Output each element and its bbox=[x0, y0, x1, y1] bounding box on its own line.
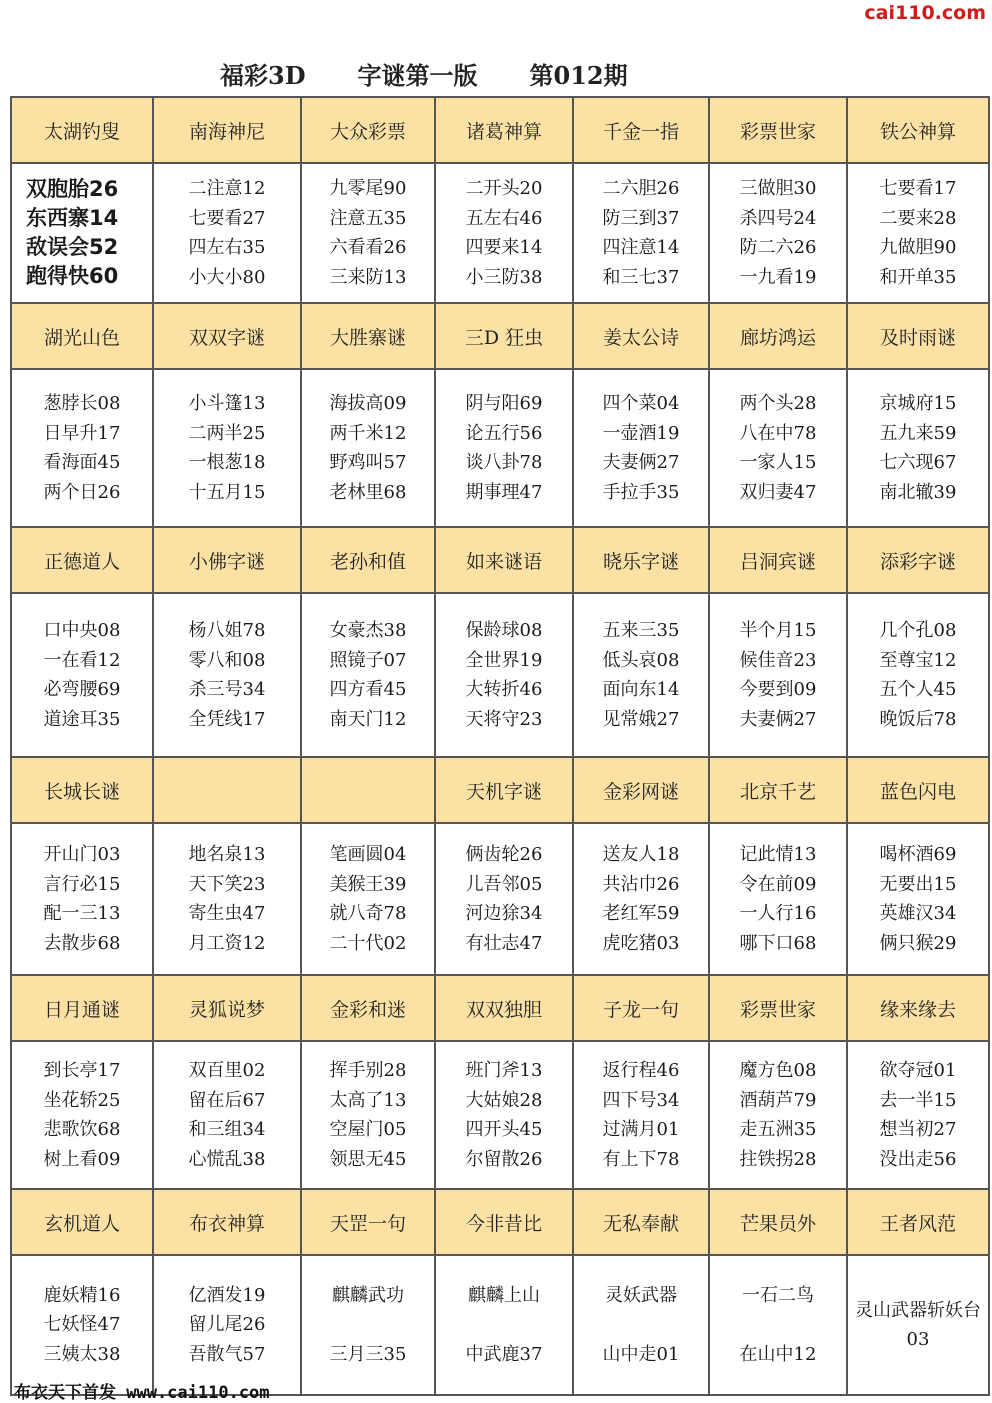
riddle-line: 低头哀08 bbox=[602, 649, 680, 671]
riddle-line: 八在中78 bbox=[739, 422, 817, 444]
riddle-cell bbox=[573, 369, 709, 527]
riddle-line: 没出走56 bbox=[879, 1148, 957, 1170]
riddle-line: 老红军59 bbox=[602, 903, 680, 924]
source-name-cell: 及时雨谜 bbox=[847, 303, 989, 369]
riddle-line: 零八和08 bbox=[188, 649, 266, 671]
riddle-line: 山中走01 bbox=[602, 1343, 680, 1365]
riddle-cell bbox=[847, 163, 989, 303]
riddle-line: 一石二鸟 bbox=[742, 1284, 814, 1306]
riddle-line: 欲夺冠01 bbox=[879, 1060, 957, 1081]
riddle-line: 两千米12 bbox=[329, 422, 407, 444]
riddle-line: 挥手别28 bbox=[329, 1060, 407, 1081]
riddle-line: 夫妻俩27 bbox=[739, 708, 817, 730]
riddle-line: 笔画圆04 bbox=[329, 844, 407, 865]
riddle-line: 记此情13 bbox=[739, 844, 817, 865]
riddle-line: 去一半15 bbox=[879, 1089, 957, 1111]
riddle-line: 言行必15 bbox=[43, 873, 121, 895]
riddle-row bbox=[11, 593, 989, 757]
riddle-line: 二两半25 bbox=[188, 422, 266, 444]
source-name-cell: 廊坊鸿运 bbox=[709, 303, 847, 369]
riddle-line: 吾散气57 bbox=[188, 1343, 266, 1365]
riddle-line: 去散步68 bbox=[43, 932, 121, 954]
riddle-line: 月工资12 bbox=[188, 932, 266, 954]
riddle-line: 二十代02 bbox=[329, 932, 407, 954]
riddle-line: 三姨太38 bbox=[43, 1343, 121, 1365]
source-name-cell: 彩票世家 bbox=[709, 975, 847, 1041]
riddle-line: 七要看27 bbox=[188, 207, 266, 229]
riddle-line: 美猴王39 bbox=[329, 873, 407, 895]
riddle-line: 配一三13 bbox=[43, 903, 121, 924]
riddle-line: 一在看12 bbox=[43, 649, 121, 671]
riddle-line: 葱脖长08 bbox=[43, 393, 121, 414]
riddle-line: 双归妻47 bbox=[739, 481, 817, 503]
riddle-line: 哪下口68 bbox=[739, 932, 817, 954]
riddle-line: 喝杯酒69 bbox=[879, 844, 957, 865]
riddle-line: 日早升17 bbox=[43, 422, 121, 444]
source-name-cell: 缘来缘去 bbox=[847, 975, 989, 1041]
source-name-cell: 金彩网谜 bbox=[573, 757, 709, 823]
title-issue: 第012期 bbox=[529, 61, 628, 90]
riddle-cell bbox=[847, 1255, 989, 1395]
riddle-line: 保龄球08 bbox=[465, 620, 543, 641]
riddle-line: 五个人45 bbox=[879, 679, 957, 700]
riddle-cell bbox=[709, 1255, 847, 1395]
riddle-cell bbox=[435, 823, 573, 975]
riddle-line: 老林里68 bbox=[329, 481, 407, 503]
source-name-cell: 诸葛神算 bbox=[435, 97, 573, 163]
riddle-line: 班门斧13 bbox=[465, 1060, 543, 1081]
riddle-line: 令在前09 bbox=[739, 873, 817, 895]
title-edition: 字谜第一版 bbox=[357, 61, 478, 90]
riddle-line: 道途耳35 bbox=[43, 708, 121, 730]
header-row bbox=[11, 975, 989, 1041]
riddle-line: 四方看45 bbox=[329, 679, 407, 700]
source-name-cell: 长城长谜 bbox=[11, 757, 153, 823]
riddle-line: 寄生虫47 bbox=[188, 903, 266, 924]
riddle-row bbox=[11, 1041, 989, 1189]
riddle-line: 尔留散26 bbox=[465, 1148, 543, 1170]
riddle-line: 手拉手35 bbox=[602, 481, 680, 503]
riddle-line: 南北辙39 bbox=[879, 481, 957, 503]
riddle-line: 留儿尾26 bbox=[188, 1314, 266, 1336]
riddle-cell bbox=[153, 1041, 301, 1189]
header-row bbox=[11, 303, 989, 369]
riddle-line: 心慌乱38 bbox=[188, 1148, 266, 1170]
riddle-table bbox=[10, 96, 990, 1396]
riddle-line: 一九看19 bbox=[739, 266, 817, 288]
source-name-cell: 彩票世家 bbox=[709, 97, 847, 163]
source-name-cell: 子龙一句 bbox=[573, 975, 709, 1041]
riddle-line: 酒葫芦79 bbox=[739, 1089, 817, 1111]
riddle-line: 一家人15 bbox=[739, 452, 817, 473]
riddle-cell bbox=[301, 369, 435, 527]
riddle-line: 注意五35 bbox=[329, 207, 407, 229]
riddle-line: 坐花轿25 bbox=[43, 1089, 121, 1111]
riddle-cell bbox=[301, 163, 435, 303]
riddle-line: 领思无45 bbox=[329, 1148, 407, 1170]
riddle-line: 河边狳34 bbox=[465, 903, 543, 924]
riddle-line: 两个日26 bbox=[43, 481, 121, 503]
riddle-cell bbox=[573, 593, 709, 757]
source-name-cell: 千金一指 bbox=[573, 97, 709, 163]
source-name-cell: 蓝色闪电 bbox=[847, 757, 989, 823]
riddle-cell bbox=[709, 1041, 847, 1189]
riddle-line: 九做胆90 bbox=[879, 237, 957, 258]
source-name-cell bbox=[301, 757, 435, 823]
riddle-line: 双百里02 bbox=[188, 1060, 266, 1081]
riddle-line: 杨八姐78 bbox=[188, 620, 266, 641]
riddle-line: 谈八卦78 bbox=[465, 452, 543, 473]
source-name-cell: 北京千艺 bbox=[709, 757, 847, 823]
riddle-line: 共沾巾26 bbox=[602, 873, 680, 895]
riddle-line: 几个孔08 bbox=[879, 620, 957, 641]
riddle-cell bbox=[847, 369, 989, 527]
source-name-cell: 铁公神算 bbox=[847, 97, 989, 163]
riddle-line: 五左右46 bbox=[465, 207, 543, 229]
riddle-line: 和三组34 bbox=[188, 1119, 266, 1140]
riddle-line: 南天门12 bbox=[329, 708, 407, 730]
riddle-line: 四注意14 bbox=[602, 237, 680, 258]
source-name-cell: 布衣神算 bbox=[153, 1189, 301, 1255]
riddle-line: 走五洲35 bbox=[739, 1119, 817, 1140]
riddle-line: 和三七37 bbox=[602, 266, 680, 288]
header-row bbox=[11, 527, 989, 593]
riddle-line: 海拔高09 bbox=[329, 393, 407, 414]
riddle-line: 阴与阳69 bbox=[465, 393, 543, 414]
source-name-cell: 无私奉献 bbox=[573, 1189, 709, 1255]
riddle-line: 东西寨14 bbox=[26, 206, 119, 230]
riddle-line: 地名泉13 bbox=[188, 844, 266, 865]
riddle-line: 和开单35 bbox=[879, 266, 957, 288]
riddle-cell bbox=[573, 823, 709, 975]
riddle-line: 看海面45 bbox=[43, 452, 121, 473]
riddle-cell bbox=[847, 1041, 989, 1189]
riddle-line: 虎吃猪03 bbox=[602, 932, 680, 954]
source-name-cell: 添彩字谜 bbox=[847, 527, 989, 593]
source-name-cell: 双双独胆 bbox=[435, 975, 573, 1041]
riddle-cell bbox=[435, 593, 573, 757]
source-name-cell: 南海神尼 bbox=[153, 97, 301, 163]
riddle-line: 天将守23 bbox=[465, 708, 543, 730]
riddle-line: 杀四号24 bbox=[739, 207, 817, 229]
riddle-cell bbox=[709, 369, 847, 527]
riddle-line: 小三防38 bbox=[465, 266, 543, 288]
riddle-cell bbox=[435, 369, 573, 527]
riddle-line: 四下号34 bbox=[602, 1089, 680, 1111]
source-name-cell: 双双字谜 bbox=[153, 303, 301, 369]
riddle-cell bbox=[153, 369, 301, 527]
riddle-cell bbox=[153, 823, 301, 975]
riddle-row bbox=[11, 163, 989, 303]
riddle-line: 晚饭后78 bbox=[879, 708, 957, 730]
riddle-line: 有壮志47 bbox=[465, 932, 543, 954]
riddle-line: 四要来14 bbox=[465, 237, 543, 258]
riddle-line: 三做胆30 bbox=[739, 178, 817, 199]
riddle-cell bbox=[153, 593, 301, 757]
riddle-line: 英雄汉34 bbox=[879, 903, 957, 924]
header-row bbox=[11, 1189, 989, 1255]
riddle-cell bbox=[11, 1041, 153, 1189]
riddle-line: 全凭线17 bbox=[188, 708, 266, 730]
site-logo: cai110.com bbox=[864, 2, 986, 24]
riddle-line: 十五月15 bbox=[188, 481, 266, 503]
riddle-line: 树上看09 bbox=[43, 1148, 121, 1170]
source-name-cell: 小佛字谜 bbox=[153, 527, 301, 593]
riddle-cell bbox=[11, 593, 153, 757]
riddle-line: 俩齿轮26 bbox=[465, 844, 543, 865]
riddle-line: 二六胆26 bbox=[602, 178, 680, 199]
page-title bbox=[220, 56, 720, 91]
riddle-line: 夫妻俩27 bbox=[602, 452, 680, 473]
riddle-line: 亿酒发19 bbox=[188, 1284, 266, 1306]
riddle-line: 敌误会52 bbox=[26, 235, 119, 259]
riddle-line: 京城府15 bbox=[879, 393, 957, 414]
riddle-line: 五来三35 bbox=[602, 620, 680, 641]
riddle-line: 四个菜04 bbox=[602, 393, 680, 414]
source-name-cell bbox=[153, 757, 301, 823]
riddle-cell bbox=[11, 823, 153, 975]
riddle-line: 防三到37 bbox=[602, 207, 680, 229]
riddle-cell bbox=[301, 593, 435, 757]
riddle-line: 悲歌饮68 bbox=[43, 1119, 121, 1140]
riddle-cell bbox=[153, 1255, 301, 1395]
riddle-line: 口中央08 bbox=[43, 620, 121, 641]
riddle-line: 灵山武器斩妖台03 bbox=[855, 1299, 981, 1350]
riddle-line: 五九来59 bbox=[879, 422, 957, 444]
riddle-line: 面向东14 bbox=[602, 679, 680, 700]
riddle-line: 儿吾邻05 bbox=[465, 873, 543, 895]
riddle-line: 留在后67 bbox=[188, 1089, 266, 1111]
riddle-line: 过满月01 bbox=[602, 1119, 680, 1140]
riddle-cell bbox=[301, 1041, 435, 1189]
source-name-cell: 吕洞宾谜 bbox=[709, 527, 847, 593]
riddle-line: 鹿妖精16 bbox=[43, 1284, 121, 1306]
source-name-cell: 湖光山色 bbox=[11, 303, 153, 369]
riddle-line: 照镜子07 bbox=[329, 649, 407, 671]
riddle-line: 六看看26 bbox=[329, 237, 407, 258]
riddle-line: 一人行16 bbox=[739, 903, 817, 924]
riddle-line: 小斗篷13 bbox=[188, 393, 266, 414]
riddle-line: 今要到09 bbox=[739, 679, 817, 700]
riddle-line: 到长亭17 bbox=[43, 1060, 121, 1081]
riddle-line: 灵妖武器 bbox=[605, 1284, 677, 1306]
source-name-cell: 今非昔比 bbox=[435, 1189, 573, 1255]
riddle-line: 空屋门05 bbox=[329, 1119, 407, 1140]
source-name-cell: 大胜寨谜 bbox=[301, 303, 435, 369]
riddle-cell bbox=[847, 593, 989, 757]
riddle-row bbox=[11, 369, 989, 527]
riddle-line: 二要来28 bbox=[879, 207, 957, 229]
riddle-cell bbox=[573, 1255, 709, 1395]
riddle-cell bbox=[709, 163, 847, 303]
riddle-line: 跑得快60 bbox=[26, 264, 119, 288]
riddle-line: 四左右35 bbox=[188, 237, 266, 258]
riddle-line: 小大小80 bbox=[188, 266, 266, 288]
riddle-line: 至尊宝12 bbox=[879, 649, 957, 671]
riddle-line: 三来防13 bbox=[329, 266, 407, 288]
riddle-line: 俩只猴29 bbox=[879, 932, 957, 954]
riddle-cell bbox=[301, 823, 435, 975]
riddle-line: 二开头20 bbox=[465, 178, 543, 199]
riddle-cell bbox=[11, 1255, 153, 1395]
riddle-line: 无要出15 bbox=[879, 873, 957, 895]
riddle-line: 防二六26 bbox=[739, 237, 817, 258]
source-name-cell: 三D 狂虫 bbox=[435, 303, 573, 369]
title-lottery: 福彩3D bbox=[220, 61, 306, 90]
riddle-line: 必弯腰69 bbox=[43, 679, 121, 700]
riddle-line: 送友人18 bbox=[602, 844, 680, 865]
riddle-line: 想当初27 bbox=[879, 1119, 957, 1140]
riddle-row bbox=[11, 1255, 989, 1395]
riddle-line: 麒麟武功 bbox=[332, 1284, 404, 1306]
riddle-line: 太高了13 bbox=[329, 1089, 407, 1111]
source-name-cell: 老孙和值 bbox=[301, 527, 435, 593]
source-name-cell: 如来谜语 bbox=[435, 527, 573, 593]
riddle-cell bbox=[573, 1041, 709, 1189]
riddle-cell bbox=[11, 369, 153, 527]
riddle-line: 女豪杰38 bbox=[329, 620, 407, 641]
riddle-cell bbox=[709, 593, 847, 757]
riddle-line: 七要看17 bbox=[879, 178, 957, 199]
riddle-line: 双胞胎26 bbox=[26, 177, 119, 201]
riddle-row bbox=[11, 823, 989, 975]
riddle-line: 就八奇78 bbox=[329, 903, 407, 924]
riddle-line: 返行程46 bbox=[602, 1060, 680, 1081]
riddle-line: 麒麟上山 bbox=[468, 1284, 540, 1306]
riddle-line: 一壶酒19 bbox=[602, 422, 680, 444]
riddle-line: 二注意12 bbox=[188, 178, 266, 199]
source-name-cell: 天机字谜 bbox=[435, 757, 573, 823]
source-name-cell: 芒果员外 bbox=[709, 1189, 847, 1255]
header-row bbox=[11, 757, 989, 823]
riddle-line: 天下笑23 bbox=[188, 873, 266, 895]
source-name-cell: 天罡一句 bbox=[301, 1189, 435, 1255]
riddle-line: 中武鹿37 bbox=[465, 1343, 543, 1365]
riddle-cell bbox=[435, 163, 573, 303]
header-row bbox=[11, 97, 989, 163]
source-name-cell: 灵狐说梦 bbox=[153, 975, 301, 1041]
riddle-line: 见常娥27 bbox=[602, 708, 680, 730]
riddle-cell bbox=[573, 163, 709, 303]
riddle-line: 九零尾90 bbox=[329, 178, 407, 199]
riddle-line: 有上下78 bbox=[602, 1148, 680, 1170]
riddle-line: 全世界19 bbox=[465, 649, 543, 671]
riddle-cell bbox=[301, 1255, 435, 1395]
riddle-cell bbox=[435, 1041, 573, 1189]
source-name-cell: 大众彩票 bbox=[301, 97, 435, 163]
riddle-line: 野鸡叫57 bbox=[329, 452, 407, 473]
source-name-cell: 姜太公诗 bbox=[573, 303, 709, 369]
riddle-cell bbox=[153, 163, 301, 303]
riddle-line: 四开头45 bbox=[465, 1119, 543, 1140]
source-name-cell: 玄机道人 bbox=[11, 1189, 153, 1255]
riddle-line: 在山中12 bbox=[739, 1343, 817, 1365]
riddle-line: 大转折46 bbox=[465, 679, 543, 700]
riddle-line: 魔方色08 bbox=[739, 1060, 817, 1081]
riddle-line: 候佳音23 bbox=[739, 649, 817, 671]
source-name-cell: 正德道人 bbox=[11, 527, 153, 593]
source-name-cell: 金彩和迷 bbox=[301, 975, 435, 1041]
source-name-cell: 王者风范 bbox=[847, 1189, 989, 1255]
source-name-cell: 太湖钓叟 bbox=[11, 97, 153, 163]
riddle-line: 七六现67 bbox=[879, 452, 957, 473]
riddle-cell bbox=[435, 1255, 573, 1395]
riddle-line: 拄铁拐28 bbox=[739, 1148, 817, 1170]
riddle-line: 大姑娘28 bbox=[465, 1089, 543, 1111]
riddle-line: 两个头28 bbox=[739, 393, 817, 414]
riddle-line: 开山门03 bbox=[43, 844, 121, 865]
riddle-line: 半个月15 bbox=[739, 620, 817, 641]
riddle-line: 七妖怪47 bbox=[43, 1314, 121, 1336]
riddle-line: 论五行56 bbox=[465, 422, 543, 444]
riddle-line: 三月三35 bbox=[329, 1343, 407, 1365]
source-name-cell: 晓乐字谜 bbox=[573, 527, 709, 593]
riddle-line: 杀三号34 bbox=[188, 679, 266, 700]
riddle-cell bbox=[11, 163, 153, 303]
source-name-cell: 日月通谜 bbox=[11, 975, 153, 1041]
riddle-line: 一根葱18 bbox=[188, 452, 266, 473]
riddle-line: 期事理47 bbox=[465, 481, 543, 503]
riddle-cell bbox=[709, 823, 847, 975]
footer-credit: 布衣天下首发 www.cai110.com bbox=[14, 1383, 270, 1403]
riddle-cell bbox=[847, 823, 989, 975]
